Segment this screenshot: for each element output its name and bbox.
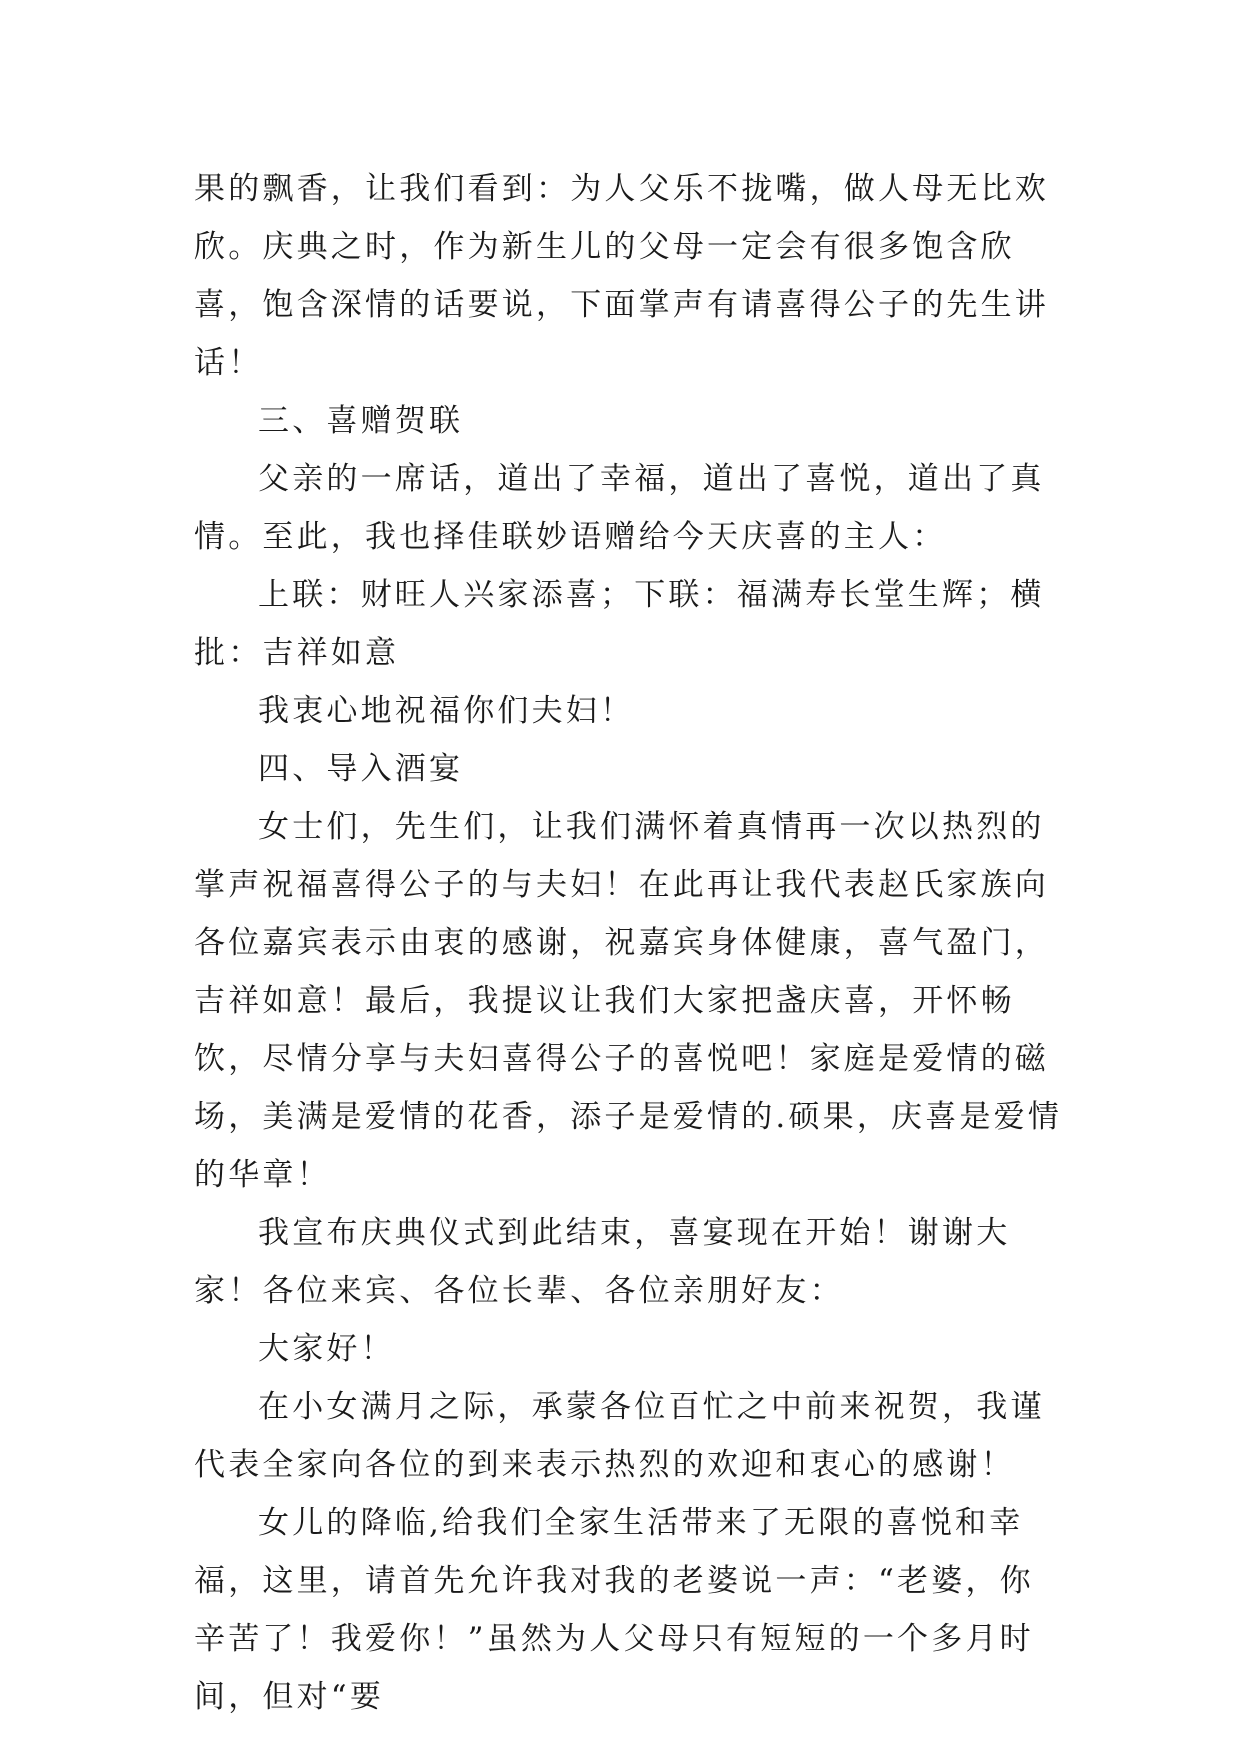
paragraph-5: 我衷心地祝福你们夫妇！	[258, 693, 635, 729]
paragraph-10: 在小女满月之际，承蒙各位百忙之中前来祝贺，我谨代表全家向各位的到来表示热烈的欢迎和衷心的感谢！	[194, 1389, 1045, 1483]
section-heading-3: 三、喜赠贺联	[258, 403, 464, 439]
paragraph-7: 女士们，先生们，让我们满怀着真情再一次以热烈的掌声祝福喜得公子的与夫妇！在此再让我代表赵氏家族向各位嘉宾表示由衷的感谢，祝嘉宾身体健康，喜气盈门，吉祥如意！最后，我提议让我们大家把盏庆喜，开怀畅饮，尽情分享与夫妇喜得公子的喜悦吧！家庭是爱情的磁场，美满是爱情的花香，添子是爱情的.硕果，庆喜是爱情的华章！	[194, 809, 1063, 1193]
document-body	[194, 160, 1064, 1726]
paragraph-1: 果的飘香，让我们看到：为人父乐不拢嘴，做人母无比欢欣。庆典之时，作为新生儿的父母一定会有很多饱含欣喜，饱含深情的话要说，下面掌声有请喜得公子的先生讲话！	[194, 171, 1049, 381]
paragraph-8: 我宣布庆典仪式到此结束，喜宴现在开始！谢谢大家！各位来宾、各位长辈、各位亲朋好友：	[194, 1215, 1011, 1309]
greeting-paragraph: 大家好！	[258, 1331, 395, 1367]
section-heading-4: 四、导入酒宴	[258, 751, 464, 787]
paragraph-11: 女儿的降临,给我们全家生活带来了无限的喜悦和幸福，这里，请首先允许我对我的老婆说一声：“老婆，你辛苦了！我爱你！”虽然为人父母只有短短的一个多月时间，但对“要	[194, 1505, 1034, 1715]
couplet-paragraph: 上联：财旺人兴家添喜；下联：福满寿长堂生辉；横批：吉祥如意	[194, 577, 1045, 671]
paragraph-3: 父亲的一席话，道出了幸福，道出了喜悦，道出了真情。至此，我也择佳联妙语赠给今天庆喜的主人：	[194, 461, 1045, 555]
